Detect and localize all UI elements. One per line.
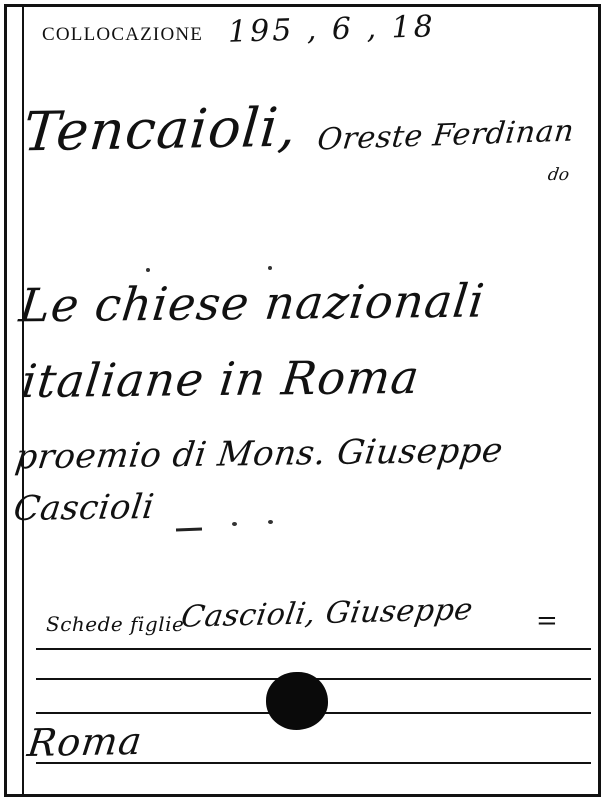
collocazione-label: COLLOCAZIONE [42,24,204,45]
author-given-name-continuation: do [546,165,571,185]
author-given-name: Oreste Ferdinan [315,113,576,158]
title-line-1: Le chiese nazionali [16,273,488,333]
title-line-2: italiane in Roma [18,349,423,409]
place-of-publication: Roma [25,719,146,765]
ink-speck-icon [146,268,150,272]
title-line-4: Cascioli [11,487,157,529]
ruled-line [36,648,591,650]
ink-speck-icon [268,520,273,524]
author-surname: Tencaioli, [21,95,300,164]
title-line-3: proemio di Mons. Giuseppe [13,430,506,478]
ink-speck-icon [268,266,272,270]
shelfmark-value: 195 , 6 , 18 [227,9,437,50]
schede-figlie-value: Cascioli, Giuseppe [178,592,476,635]
schede-figlie-equals-sign: = [536,606,558,636]
ink-speck-icon [232,522,237,526]
ink-blot-icon [266,672,328,730]
schede-figlie-label: Schede figlie [46,612,185,636]
